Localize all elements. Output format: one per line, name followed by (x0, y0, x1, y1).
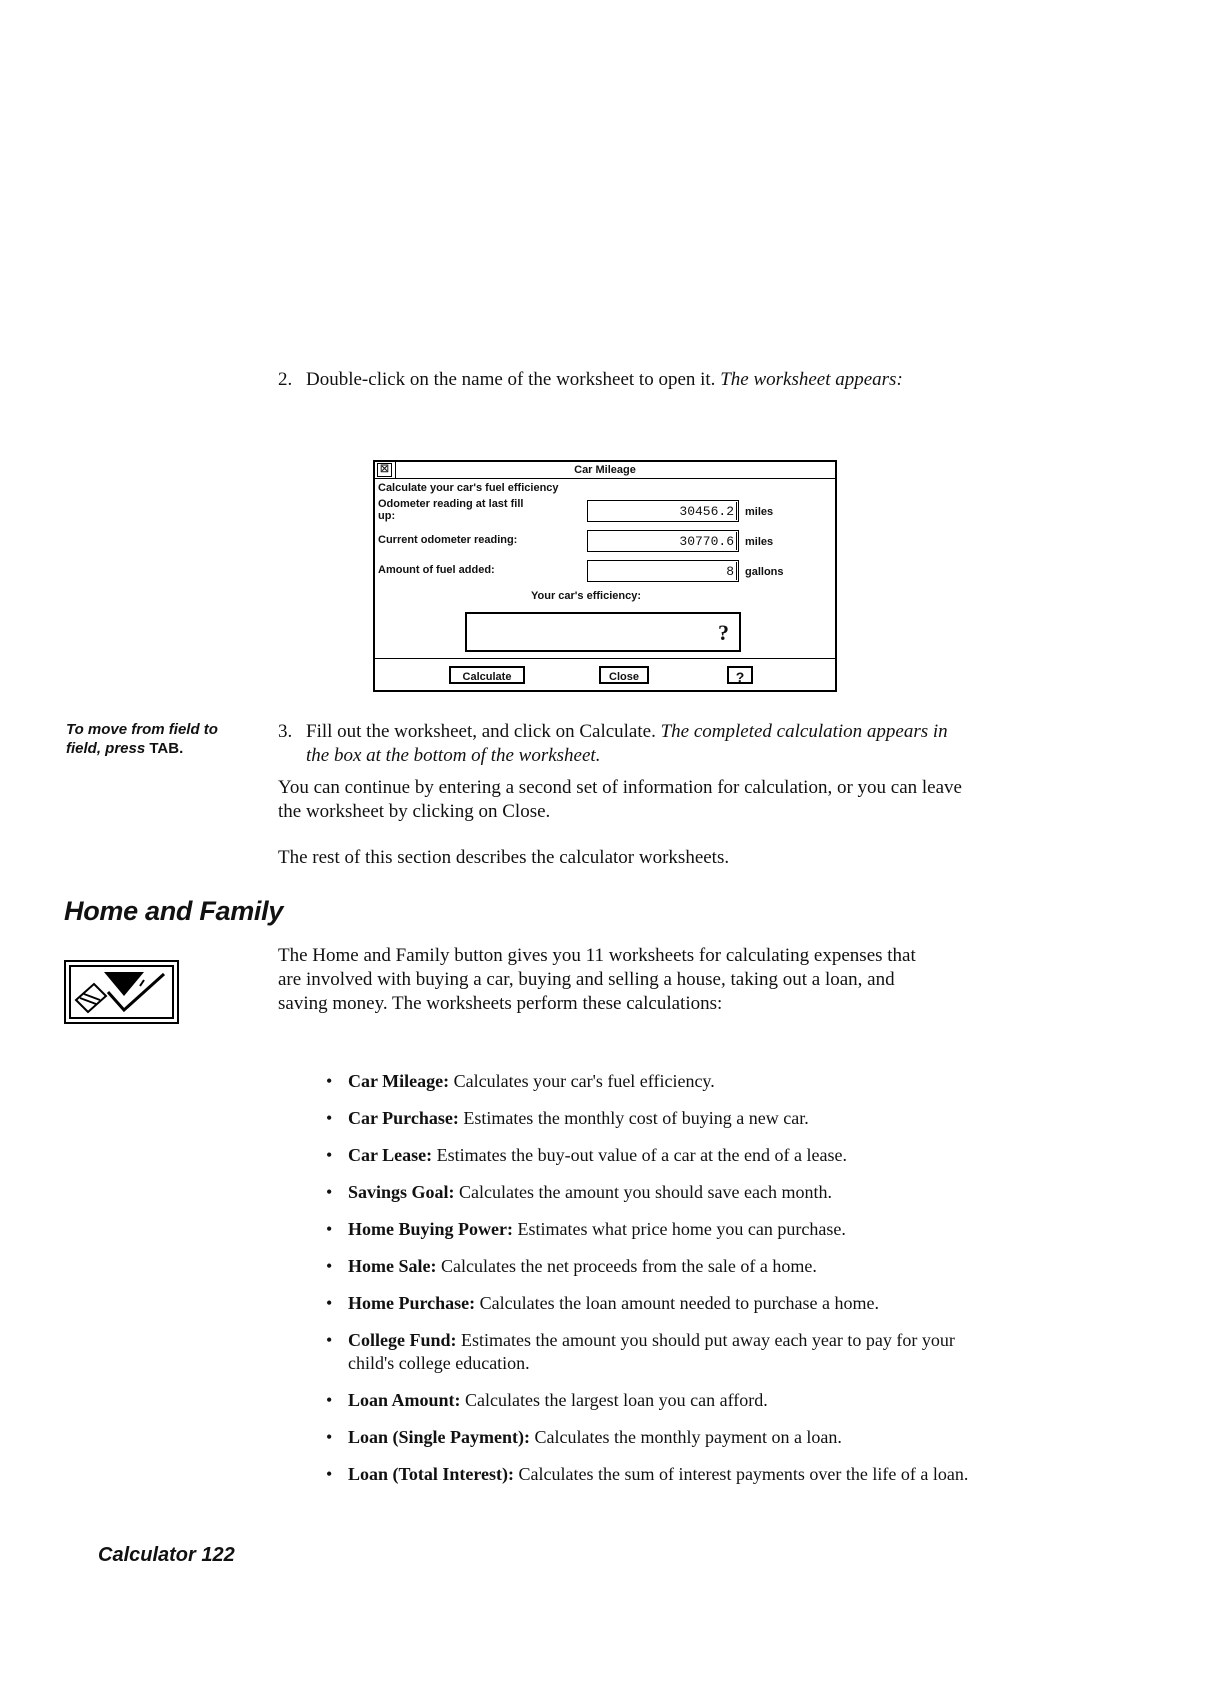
close-box-icon[interactable]: ☒ (377, 463, 392, 477)
dialog-heading: Calculate your car's fuel efficiency (378, 482, 559, 494)
item-term: Car Purchase: (348, 1108, 459, 1128)
item-desc: Estimates what price home you can purchase. (517, 1219, 846, 1239)
efficiency-label: Your car's efficiency: (531, 590, 642, 602)
odometer-input[interactable]: 30456.2 (587, 500, 739, 522)
item-term: Home Buying Power: (348, 1219, 513, 1239)
item-term: Loan (Single Payment): (348, 1427, 530, 1447)
list-item: • Home Sale: Calculates the net proceeds from the sale of a home. (326, 1256, 817, 1276)
item-desc: Calculates your car's fuel efficiency. (453, 1071, 715, 1091)
item-term: Car Lease: (348, 1145, 433, 1165)
side-note (66, 720, 246, 758)
item-term: Savings Goal: (348, 1182, 455, 1202)
calculate-button[interactable]: Calculate (449, 666, 525, 684)
list-item: • Savings Goal: Calculates the amount you should save each month. (326, 1182, 832, 1202)
item-desc: Estimates the buy-out value of a car at the end of a lease. (436, 1145, 847, 1165)
step-number: 2. (278, 369, 293, 390)
side-note-key: TAB. (149, 740, 184, 757)
close-button[interactable]: Close (599, 666, 649, 684)
step-result-text: The worksheet appears: (720, 369, 903, 390)
rest-paragraph: The rest of this section describes the calculator worksheets. (278, 847, 730, 868)
item-desc: Calculates the monthly payment on a loan. (534, 1427, 842, 1447)
odometer-label (378, 498, 523, 522)
item-term: Car Mileage: (348, 1071, 450, 1091)
step-result-text: The completed calculation appears in the box at the bottom of the worksheet. (306, 721, 948, 766)
list-item: • Car Lease: Estimates the buy-out value of a car at the end of a lease. (326, 1145, 847, 1165)
item-desc: Calculates the largest loan you can afford. (465, 1390, 768, 1410)
odometer-label-line2: up: (378, 510, 396, 522)
list-item: • College Fund: Estimates the amount you should put away each year to pay for your child's college education. (326, 1330, 955, 1373)
item-term: Home Purchase: (348, 1293, 476, 1313)
current-odometer-unit: miles (745, 536, 774, 548)
item-desc: Estimates the monthly cost of buying a new car. (463, 1108, 809, 1128)
title-divider (395, 462, 396, 478)
dialog-footer-divider (375, 658, 835, 659)
item-term: Loan (Total Interest): (348, 1464, 514, 1484)
step-text: Fill out the worksheet, and click on Calculate. (306, 721, 656, 742)
help-button[interactable]: ? (727, 666, 753, 684)
item-desc: Calculates the sum of interest payments over the life of a loan. (518, 1464, 969, 1484)
step-text: Double-click on the name of the worksheet to open it. (306, 369, 716, 390)
car-mileage-dialog (373, 460, 837, 692)
step-3 (278, 720, 958, 768)
item-desc: Calculates the net proceeds from the sale of a home. (440, 1256, 817, 1276)
section-title: Home and Family (64, 896, 284, 926)
step-number: 3. (278, 721, 293, 742)
home-family-icon (66, 962, 177, 1022)
list-item: • Car Mileage: Calculates your car's fuel efficiency. (326, 1071, 715, 1091)
worksheet-list (320, 1070, 980, 1500)
page-footer: Calculator 122 (98, 1544, 235, 1566)
continue-paragraph: You can continue by entering a second set of information for calculation, or you can leave the worksheet by clicking on Close. (278, 777, 962, 822)
home-family-intro: The Home and Family button gives you 11 worksheets for calculating expenses that are involved with buying a car, buying and selling a house, taking out a loan, and saving money. The worksheets perform these calculations: (278, 945, 916, 1014)
dialog-title: Car Mileage (574, 464, 636, 476)
efficiency-result-box (465, 612, 741, 652)
dialog-title-bar (375, 462, 835, 479)
odometer-label-line1: Odometer reading at last fill (378, 498, 524, 510)
item-term: Home Sale: (348, 1256, 437, 1276)
item-term: Loan Amount: (348, 1390, 461, 1410)
item-desc: Calculates the amount you should save each month. (459, 1182, 832, 1202)
item-desc: Estimates the amount you should put away each year to pay for your child's college education. (348, 1330, 955, 1373)
current-odometer-label: Current odometer reading: (378, 534, 518, 546)
list-item: • Home Purchase: Calculates the loan amount needed to purchase a home. (326, 1293, 880, 1313)
fuel-unit: gallons (745, 566, 784, 578)
list-item: • Loan (Total Interest): Calculates the sum of interest payments over the life of a loan. (326, 1464, 969, 1484)
step-2 (278, 368, 958, 392)
list-item: • Car Purchase: Estimates the monthly cost of buying a new car. (326, 1108, 809, 1128)
fuel-added-label: Amount of fuel added: (378, 564, 495, 576)
list-item: • Loan Amount: Calculates the largest loan you can afford. (326, 1390, 768, 1410)
list-item: • Home Buying Power: Estimates what price home you can purchase. (326, 1219, 846, 1239)
item-desc: Calculates the loan amount needed to purchase a home. (479, 1293, 880, 1313)
home-family-button-icon (64, 960, 179, 1024)
current-odometer-input[interactable]: 30770.6 (587, 530, 739, 552)
item-term: College Fund: (348, 1330, 457, 1350)
efficiency-result: ? (718, 620, 729, 645)
odometer-unit: miles (745, 506, 774, 518)
fuel-added-input[interactable]: 8 (587, 560, 739, 582)
list-item: • Loan (Single Payment): Calculates the monthly payment on a loan. (326, 1427, 842, 1447)
side-note-text: To move from field to field, press (66, 721, 218, 757)
